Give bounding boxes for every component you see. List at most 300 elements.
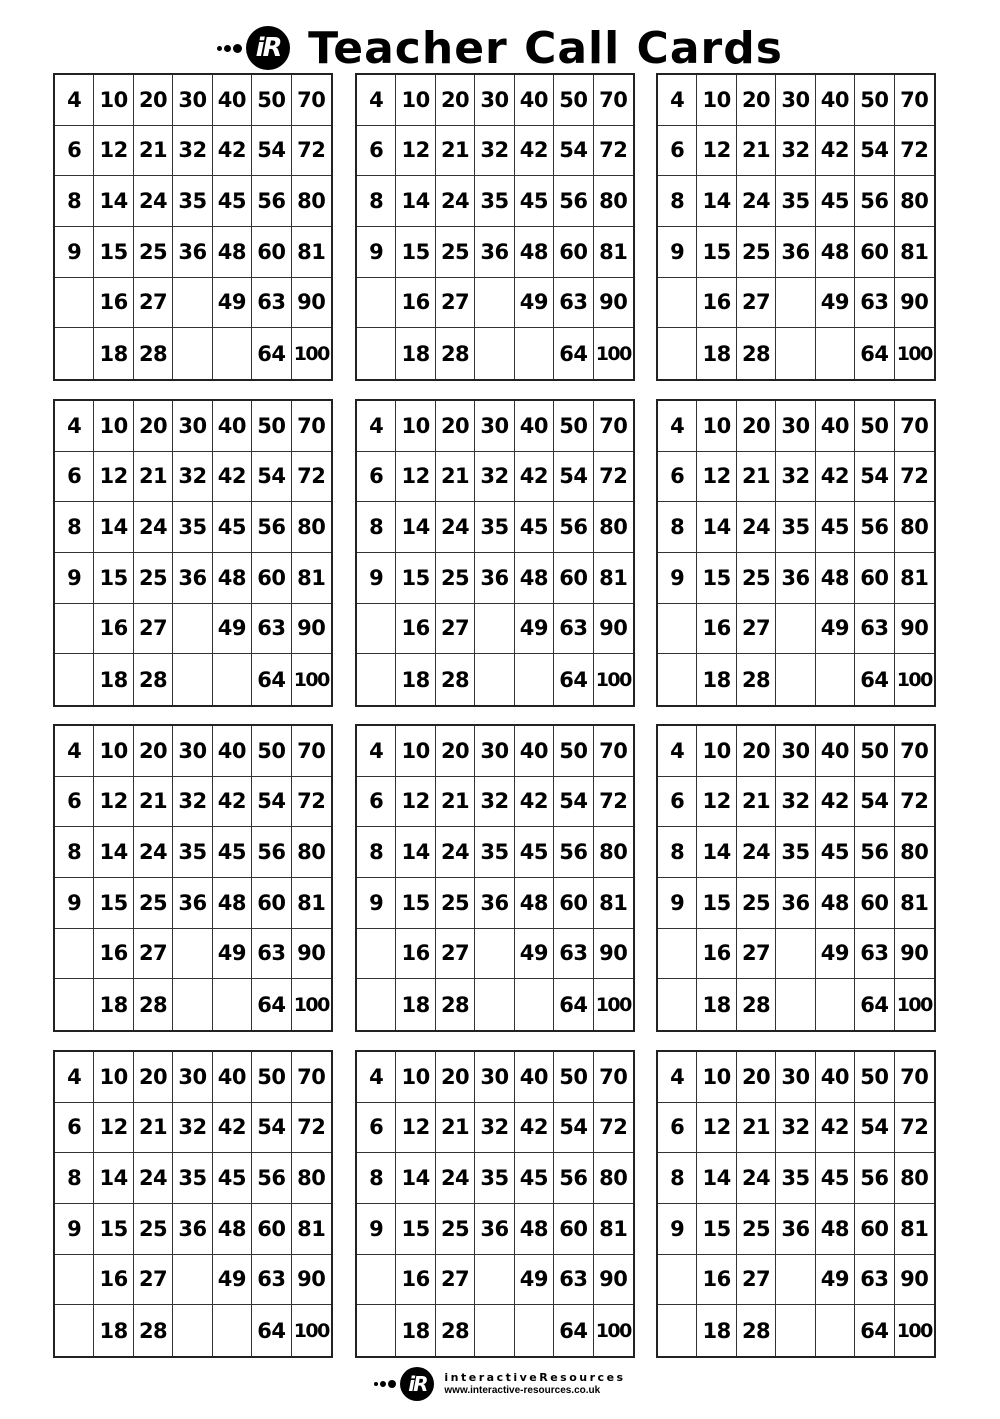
card-cell — [173, 1255, 212, 1306]
card-cell: 25 — [436, 553, 475, 604]
card-cell: 72 — [292, 1103, 331, 1154]
card-cell: 63 — [554, 604, 593, 655]
card-cell — [173, 278, 212, 329]
card-cell: 50 — [252, 401, 291, 452]
card-cell: 42 — [213, 777, 252, 828]
card-cell: 70 — [292, 75, 331, 126]
card-cell: 15 — [396, 553, 435, 604]
card-cell: 6 — [55, 777, 94, 828]
card-cell: 72 — [594, 777, 633, 828]
card-cell: 8 — [658, 1153, 697, 1204]
card-cell — [213, 979, 252, 1030]
card-cell: 27 — [134, 1255, 173, 1306]
card-cell: 54 — [554, 126, 593, 177]
card-cell — [55, 929, 94, 980]
card-cell: 90 — [895, 1255, 934, 1306]
card-cell: 70 — [594, 726, 633, 777]
card-cell — [357, 654, 396, 705]
card-cell: 36 — [475, 227, 514, 278]
card-cell: 10 — [94, 726, 133, 777]
card-cell: 42 — [816, 1103, 855, 1154]
card-cell — [357, 979, 396, 1030]
card-cell: 63 — [855, 929, 894, 980]
card-cell: 12 — [396, 777, 435, 828]
card-cell: 8 — [658, 502, 697, 553]
card-cell: 16 — [396, 929, 435, 980]
card-cell: 8 — [357, 502, 396, 553]
card-cell: 15 — [697, 553, 736, 604]
card-cell: 100 — [896, 1319, 932, 1342]
card-cell: 81 — [895, 227, 934, 278]
card-cell: 15 — [697, 878, 736, 929]
card-cell: 81 — [594, 553, 633, 604]
card-cell: 24 — [737, 827, 776, 878]
card-cell: 35 — [776, 176, 815, 227]
card-cell: 60 — [855, 878, 894, 929]
card-cell: 49 — [213, 1255, 252, 1306]
card-cell — [776, 979, 815, 1030]
card-cell: 32 — [475, 126, 514, 177]
card-cell: 30 — [475, 1052, 514, 1103]
card-cell: 70 — [594, 75, 633, 126]
card-cell: 54 — [252, 452, 291, 503]
card-cell: 60 — [252, 1204, 291, 1255]
call-card — [53, 724, 333, 1032]
card-cell — [816, 979, 855, 1030]
card-cell: 27 — [134, 278, 173, 329]
card-cell: 24 — [737, 502, 776, 553]
card-cell: 56 — [252, 827, 291, 878]
card-cell: 80 — [292, 827, 331, 878]
card-cell: 63 — [252, 278, 291, 329]
card-cell — [776, 654, 815, 705]
card-cell: 72 — [292, 452, 331, 503]
card-cell: 36 — [776, 878, 815, 929]
card-cell: 72 — [292, 777, 331, 828]
card-cell: 80 — [594, 1153, 633, 1204]
card-cell: 18 — [697, 1305, 736, 1356]
card-cell: 10 — [697, 726, 736, 777]
card-cell: 90 — [594, 604, 633, 655]
card-cell: 4 — [55, 1052, 94, 1103]
call-card — [656, 399, 936, 707]
card-cell: 20 — [134, 401, 173, 452]
card-cell: 72 — [895, 126, 934, 177]
card-cell: 81 — [594, 878, 633, 929]
card-cell: 72 — [895, 1103, 934, 1154]
card-cell: 50 — [855, 75, 894, 126]
card-cell: 50 — [554, 401, 593, 452]
card-cell: 18 — [697, 654, 736, 705]
call-card — [656, 1050, 936, 1358]
card-cell: 27 — [436, 604, 475, 655]
card-cell: 25 — [737, 878, 776, 929]
card-cell — [658, 278, 697, 329]
card-cell: 24 — [134, 176, 173, 227]
card-cell: 64 — [554, 654, 593, 705]
card-cell: 30 — [475, 75, 514, 126]
card-cell — [658, 604, 697, 655]
card-cell: 54 — [855, 126, 894, 177]
card-cell: 45 — [515, 827, 554, 878]
card-cell: 90 — [895, 604, 934, 655]
card-cell: 35 — [173, 502, 212, 553]
card-cell: 8 — [55, 176, 94, 227]
card-cell: 30 — [173, 75, 212, 126]
card-cell: 60 — [252, 227, 291, 278]
card-cell: 81 — [895, 878, 934, 929]
card-cell — [658, 654, 697, 705]
card-cell: 8 — [357, 176, 396, 227]
card-cell: 42 — [816, 452, 855, 503]
card-cell: 28 — [134, 654, 173, 705]
card-cell: 12 — [94, 452, 133, 503]
page-footer — [0, 1364, 1000, 1404]
card-cell: 40 — [816, 75, 855, 126]
card-cell — [55, 604, 94, 655]
card-cell: 70 — [895, 726, 934, 777]
card-cell: 9 — [658, 553, 697, 604]
card-cell — [816, 1305, 855, 1356]
card-cell: 12 — [396, 452, 435, 503]
card-cell: 15 — [396, 1204, 435, 1255]
card-cell: 6 — [658, 126, 697, 177]
call-card — [656, 724, 936, 1032]
card-cell: 6 — [55, 1103, 94, 1154]
card-cell: 48 — [515, 878, 554, 929]
card-cell: 30 — [173, 726, 212, 777]
card-cell: 42 — [515, 777, 554, 828]
card-cell — [55, 979, 94, 1030]
card-cell: 25 — [737, 553, 776, 604]
card-cell: 100 — [293, 1319, 329, 1342]
card-cell: 21 — [737, 126, 776, 177]
card-cell: 49 — [515, 1255, 554, 1306]
logo-dots — [217, 44, 244, 53]
card-cell: 90 — [292, 929, 331, 980]
card-cell: 70 — [292, 1052, 331, 1103]
brand-logo — [217, 26, 290, 70]
card-cell: 56 — [855, 176, 894, 227]
card-cell: 48 — [515, 553, 554, 604]
card-cell: 72 — [895, 452, 934, 503]
card-cell: 80 — [292, 1153, 331, 1204]
card-cell: 18 — [94, 328, 133, 379]
card-cell: 28 — [436, 328, 475, 379]
card-cell: 50 — [252, 726, 291, 777]
card-cell: 64 — [855, 979, 894, 1030]
card-cell — [173, 604, 212, 655]
website-url: www.interactive-resources.co.uk — [444, 1384, 601, 1396]
card-cell: 70 — [292, 401, 331, 452]
card-cell: 21 — [737, 777, 776, 828]
card-cell: 25 — [737, 227, 776, 278]
card-cell — [515, 979, 554, 1030]
card-cell — [213, 654, 252, 705]
card-cell: 24 — [737, 1153, 776, 1204]
card-cell: 35 — [173, 176, 212, 227]
card-cell: 60 — [252, 878, 291, 929]
card-cell: 4 — [357, 1052, 396, 1103]
card-cell: 36 — [475, 878, 514, 929]
card-cell: 15 — [94, 1204, 133, 1255]
card-cell: 56 — [554, 827, 593, 878]
card-cell: 14 — [697, 502, 736, 553]
card-cell: 14 — [94, 1153, 133, 1204]
card-cell: 81 — [594, 227, 633, 278]
card-cell: 21 — [134, 452, 173, 503]
card-cell: 80 — [895, 827, 934, 878]
card-cell: 45 — [213, 502, 252, 553]
card-cell: 8 — [55, 1153, 94, 1204]
card-cell: 15 — [697, 227, 736, 278]
card-cell: 25 — [436, 878, 475, 929]
card-cell: 56 — [554, 502, 593, 553]
card-cell: 54 — [252, 777, 291, 828]
card-cell — [55, 328, 94, 379]
card-cell: 12 — [697, 1103, 736, 1154]
card-cell: 45 — [816, 1153, 855, 1204]
card-cell: 32 — [776, 777, 815, 828]
card-cell: 12 — [697, 126, 736, 177]
card-cell: 12 — [94, 777, 133, 828]
card-cell: 8 — [357, 1153, 396, 1204]
card-cell: 24 — [134, 827, 173, 878]
card-cell: 63 — [554, 929, 593, 980]
card-cell: 12 — [697, 452, 736, 503]
card-cell: 9 — [658, 878, 697, 929]
card-cell: 45 — [213, 176, 252, 227]
card-cell: 28 — [436, 1305, 475, 1356]
card-cell: 10 — [94, 1052, 133, 1103]
card-cell: 35 — [475, 827, 514, 878]
card-cell: 56 — [252, 176, 291, 227]
card-cell: 32 — [776, 126, 815, 177]
card-cell: 81 — [895, 553, 934, 604]
card-cell: 18 — [697, 328, 736, 379]
card-cell: 12 — [697, 777, 736, 828]
card-cell: 81 — [292, 1204, 331, 1255]
card-cell: 6 — [55, 452, 94, 503]
card-cell: 30 — [776, 726, 815, 777]
card-cell: 56 — [855, 827, 894, 878]
card-cell: 27 — [737, 604, 776, 655]
card-cell: 100 — [595, 668, 631, 691]
card-cell: 90 — [292, 1255, 331, 1306]
card-cell: 10 — [697, 75, 736, 126]
card-cell: 45 — [816, 502, 855, 553]
card-cell: 40 — [515, 1052, 554, 1103]
card-cell: 25 — [134, 1204, 173, 1255]
card-cell: 36 — [776, 553, 815, 604]
card-cell: 100 — [293, 993, 329, 1016]
card-cell — [475, 1305, 514, 1356]
card-cell: 15 — [94, 227, 133, 278]
card-cell: 42 — [515, 126, 554, 177]
card-cell: 8 — [658, 827, 697, 878]
card-cell: 20 — [436, 75, 475, 126]
card-cell: 16 — [94, 278, 133, 329]
card-cell: 28 — [436, 654, 475, 705]
card-cell: 35 — [475, 1153, 514, 1204]
card-cell: 32 — [475, 452, 514, 503]
card-cell: 49 — [816, 278, 855, 329]
call-card — [355, 1050, 635, 1358]
card-cell: 10 — [396, 1052, 435, 1103]
card-cell: 80 — [292, 502, 331, 553]
card-cell — [658, 1255, 697, 1306]
card-cell: 90 — [594, 929, 633, 980]
card-cell — [357, 929, 396, 980]
card-cell — [776, 929, 815, 980]
card-cell: 100 — [896, 342, 932, 365]
card-cell: 40 — [515, 401, 554, 452]
card-cell: 9 — [658, 1204, 697, 1255]
card-cell: 4 — [357, 75, 396, 126]
card-cell: 25 — [134, 227, 173, 278]
card-cell: 80 — [895, 502, 934, 553]
card-cell: 30 — [776, 1052, 815, 1103]
card-cell: 27 — [134, 929, 173, 980]
card-cell: 40 — [515, 75, 554, 126]
card-cell: 36 — [776, 227, 815, 278]
card-cell: 72 — [594, 1103, 633, 1154]
card-cell: 4 — [658, 75, 697, 126]
card-cell — [357, 278, 396, 329]
card-cell: 42 — [213, 126, 252, 177]
card-cell: 6 — [357, 126, 396, 177]
card-cell — [173, 979, 212, 1030]
card-cell: 20 — [737, 401, 776, 452]
card-cell: 100 — [293, 668, 329, 691]
card-cell: 10 — [396, 75, 435, 126]
card-cell: 42 — [213, 452, 252, 503]
card-cell: 60 — [855, 227, 894, 278]
card-cell: 14 — [697, 1153, 736, 1204]
card-cell: 21 — [436, 126, 475, 177]
card-cell: 49 — [213, 929, 252, 980]
card-cell: 15 — [697, 1204, 736, 1255]
card-cell: 80 — [594, 176, 633, 227]
card-cell: 28 — [134, 328, 173, 379]
card-cell: 50 — [855, 1052, 894, 1103]
card-cell: 90 — [895, 278, 934, 329]
card-cell: 64 — [855, 1305, 894, 1356]
card-cell: 36 — [173, 553, 212, 604]
card-cell: 45 — [213, 1153, 252, 1204]
card-cell: 80 — [895, 176, 934, 227]
brand-name: interactiveResources — [444, 1371, 626, 1385]
card-cell — [213, 328, 252, 379]
card-cell: 27 — [737, 1255, 776, 1306]
card-cell: 64 — [252, 654, 291, 705]
card-cell: 64 — [554, 979, 593, 1030]
card-cell: 45 — [515, 1153, 554, 1204]
card-cell — [816, 328, 855, 379]
card-cell: 45 — [816, 176, 855, 227]
card-cell: 16 — [697, 278, 736, 329]
card-cell: 9 — [55, 553, 94, 604]
card-cell: 25 — [737, 1204, 776, 1255]
card-cell: 28 — [737, 1305, 776, 1356]
card-cell: 4 — [658, 1052, 697, 1103]
call-card — [355, 399, 635, 707]
card-cell — [515, 654, 554, 705]
card-cell: 16 — [697, 929, 736, 980]
card-cell: 6 — [55, 126, 94, 177]
card-cell: 100 — [896, 668, 932, 691]
card-cell: 8 — [55, 827, 94, 878]
card-cell — [55, 278, 94, 329]
card-cell: 100 — [595, 342, 631, 365]
card-cell: 90 — [594, 278, 633, 329]
card-cell: 60 — [554, 227, 593, 278]
card-cell: 70 — [895, 1052, 934, 1103]
card-cell: 50 — [554, 726, 593, 777]
card-cell: 15 — [94, 878, 133, 929]
card-cell: 10 — [94, 401, 133, 452]
card-cell: 42 — [213, 1103, 252, 1154]
card-cell: 48 — [816, 878, 855, 929]
card-cell: 40 — [213, 726, 252, 777]
card-cell: 27 — [436, 1255, 475, 1306]
card-cell — [816, 654, 855, 705]
call-card — [53, 1050, 333, 1358]
card-cell: 45 — [816, 827, 855, 878]
card-cell: 14 — [396, 502, 435, 553]
card-cell: 36 — [173, 878, 212, 929]
card-cell: 48 — [213, 553, 252, 604]
card-cell: 49 — [816, 1255, 855, 1306]
card-cell — [357, 328, 396, 379]
card-cell: 14 — [697, 827, 736, 878]
card-cell: 12 — [94, 126, 133, 177]
card-cell: 54 — [855, 777, 894, 828]
card-cell: 24 — [436, 1153, 475, 1204]
card-cell — [55, 1305, 94, 1356]
card-cell: 42 — [816, 777, 855, 828]
card-cell: 18 — [396, 328, 435, 379]
card-cell — [173, 654, 212, 705]
card-cell: 35 — [776, 1153, 815, 1204]
card-cell: 64 — [554, 328, 593, 379]
card-cell: 24 — [134, 1153, 173, 1204]
card-cell: 21 — [436, 777, 475, 828]
card-cell: 49 — [515, 604, 554, 655]
card-cell: 50 — [554, 1052, 593, 1103]
card-cell: 14 — [396, 176, 435, 227]
card-cell: 16 — [396, 604, 435, 655]
card-cell: 28 — [134, 979, 173, 1030]
card-cell: 9 — [357, 1204, 396, 1255]
card-cell: 16 — [94, 1255, 133, 1306]
card-cell: 18 — [94, 979, 133, 1030]
card-cell: 18 — [396, 979, 435, 1030]
card-cell: 45 — [515, 176, 554, 227]
card-cell: 6 — [658, 1103, 697, 1154]
card-cell: 64 — [252, 1305, 291, 1356]
card-cell: 28 — [436, 979, 475, 1030]
card-cell: 20 — [134, 1052, 173, 1103]
card-cell: 63 — [252, 929, 291, 980]
card-cell: 64 — [855, 654, 894, 705]
card-cell: 48 — [515, 1204, 554, 1255]
card-cell: 35 — [475, 502, 514, 553]
card-cell: 48 — [816, 1204, 855, 1255]
card-cell: 56 — [252, 1153, 291, 1204]
card-cell: 21 — [134, 777, 173, 828]
card-cell: 9 — [357, 878, 396, 929]
